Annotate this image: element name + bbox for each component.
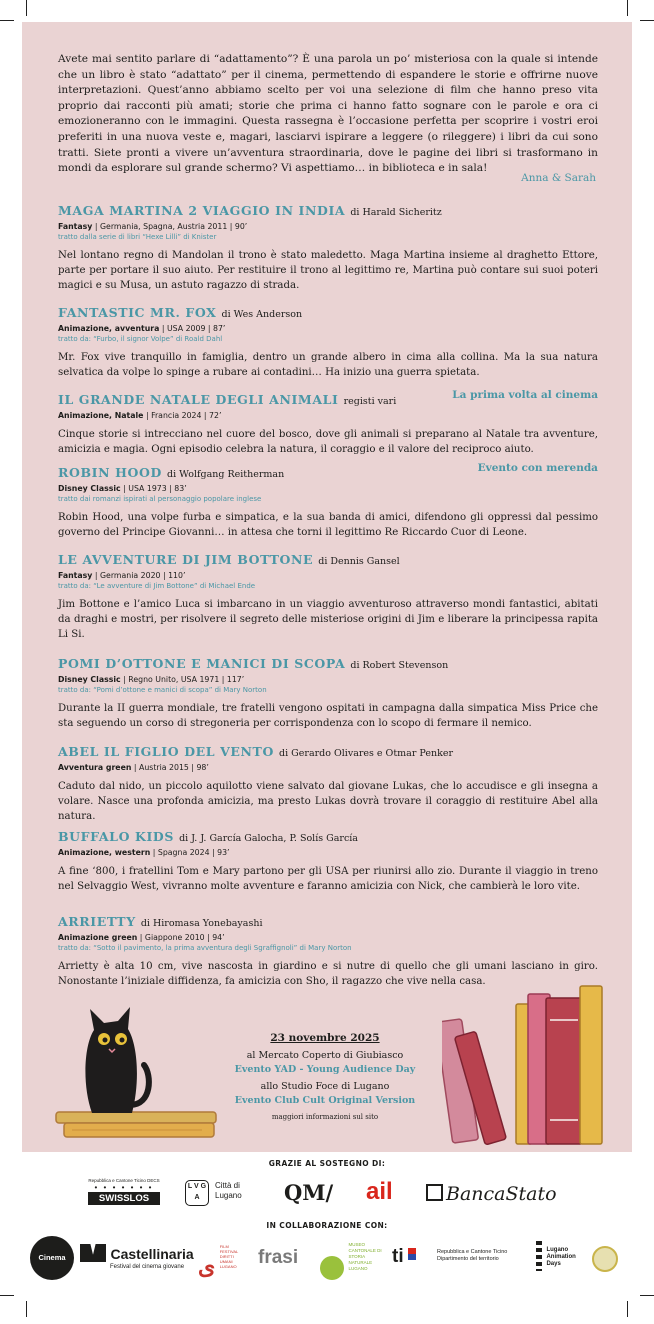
film-director: registi vari: [343, 396, 397, 407]
film-festival-label: FILM FESTIVAL DIRITTI UMANI LUGANO: [219, 1244, 239, 1269]
castellinaria-logo: [80, 1244, 194, 1270]
crop-mark: [640, 1295, 654, 1296]
film-genre: Fantasy: [58, 222, 93, 231]
film-director: di Harald Sicheritz: [350, 207, 442, 218]
film-director: di Wolfgang Reitherman: [167, 469, 285, 480]
film-entry: POMI D’OTTONE E MANICI DI SCOPA di Robert Stevenson Disney Classic | Regno Unito, USA 1971 | 117’ tratto da: “Pomi d’ottone e manici di scopa” di Mary Norton Durante la II guerra mondiale, tre fratelli vengono ospitati in campagna dalla simpatica Miss Price che sta seguendo un corso di stregoneria per corrispondenza con lo scopo di fermare il nemico.: [58, 653, 598, 731]
film-director: di Robert Stevenson: [350, 660, 449, 671]
intro-text: Avete mai sentito parlare di “adattamento”? È una parola un po’ misteriosa con la quale si intende che un libro è stato “adattato” per il cinema, permettendo di espandere le storie e offrirne nuove interpretazioni. Quest’anno abbiamo scelto per voi una selezione di film che hanno preso vita proprio dai racconti più amati; storie che prima ci hanno fatto sognare con le parole e ora ci emozioneranno con le immagini. Questa rassegna è l’occasione perfetta per scoprire i vostri eroi preferiti in una nuova veste e, magari, lasciarvi ispirare a leggere (o rileggere) i libri da cui sono tratti. Siete pronti a vivere un’avventura straordinaria, dove le pagine dei libri si trasformano in mondi da esplorare sul grande schermo? Vi aspettiamo… in biblioteca e in sala!: [58, 53, 598, 175]
film-source: tratto dai romanzi ispirati al personaggio popolare inglese: [58, 495, 262, 503]
badge-logo: [592, 1246, 618, 1272]
film-entry: FANTASTIC MR. FOX di Wes Anderson Animazione, avventura | USA 2009 | 87’ tratto da: “Furbo, il signor Volpe” di Roald Dahl Mr. Fox vive tranquillo in famiglia, dentro un grande albero in cima alla collina. Ma la sua natura selvatica da volpe lo spinge a rubare ai contadini… Ha inizio una guerra spietata.: [58, 302, 598, 380]
film-title: FANTASTIC MR. FOX: [58, 305, 217, 320]
film-meta: USA 1973 | 83’: [128, 484, 187, 493]
film-genre: Fantasy: [58, 571, 93, 580]
film-tag: La prima volta al cinema: [452, 389, 598, 401]
ail-logo: ail: [366, 1178, 393, 1205]
film-genre: Disney Classic: [58, 484, 121, 493]
film-director: di Dennis Gansel: [318, 556, 400, 567]
sponsors-area: [0, 1152, 654, 1306]
castellinaria-subtitle: Festival del cinema giovane: [110, 1264, 185, 1270]
film-source: tratto da: “Le avventure di Jim Bottone” di Michael Ende: [58, 582, 256, 590]
event-info: [195, 1030, 455, 1126]
film-genre: Animazione, western: [58, 848, 151, 857]
film-meta: Regno Unito, USA 1971 | 117’: [128, 675, 245, 684]
film-tag: Evento con merenda: [477, 462, 598, 474]
event-place-1: al Mercato Coperto di Giubiasco: [246, 1050, 404, 1061]
film-meta: USA 2009 | 87’: [166, 324, 226, 333]
film-entry: ARRIETTY di Hiromasa Yonebayashi Animazione green | Giappone 2010 | 94’ tratto da: “Sotto il pavimento, la prima avventura degli Sgraffignoli” di Mary Norton Arrietty è alta 10 cm, vive nascosta in giardino e si nutre di quello che gli umani lasciano in giro. Nonostante l’iniziale diffidenza, fa amicizia con Sho, il ragazzo che vive nella casa.: [58, 911, 598, 989]
event-info-link[interactable]: maggiori informazioni sul sito: [271, 1113, 379, 1121]
film-entry: Evento con merenda ROBIN HOOD di Wolfgang Reitherman Disney Classic | USA 1973 | 83’ tratto dai romanzi ispirati al personaggio popolare inglese Robin Hood, una volpe furba e simpatica, e la sua banda di amici, difendono gli oppressi dal pessimo governo del Principe Giovanni… in attesa che torni il legittimo Re Riccardo Cuor di Leone.: [58, 462, 598, 540]
film-source: tratto da: “Sotto il pavimento, la prima avventura degli Sgraffignoli” di Mary Norton: [58, 944, 352, 952]
film-entry: La prima volta al cinema IL GRANDE NATALE DEGLI ANIMALI registi vari Animazione, Natale | Francia 2024 | 72’ Cinque storie si intrecciano nel cuore del bosco, dove gli animali si preparano al Natale tra avventure, amicizia e magia. Ogni episodio celebra la natura, il coraggio e il valore del reciproco aiuto.: [58, 389, 598, 457]
film-festival-icon: ى: [198, 1254, 216, 1279]
film-synopsis: Robin Hood, una volpe furba e simpatica, e la sua banda di amici, difendono gli oppressi dal pessimo governo del Principe Giovanni… in attesa che torni il legittimo Re Riccardo Cuor di Leone.: [58, 512, 598, 539]
crop-mark: [26, 1301, 27, 1317]
film-director: di J. J. García Galocha, P. Solís García: [179, 833, 358, 844]
film-director: di Hiromasa Yonebayashi: [140, 918, 263, 929]
film-title: BUFFALO KIDS: [58, 829, 174, 844]
dots-decoration: • • • • • • •: [94, 1183, 154, 1192]
ti-label: ti: [392, 1246, 404, 1267]
swisslos-label: SWISSLOS: [88, 1192, 160, 1205]
ti-flag-icon: [408, 1248, 416, 1260]
film-meta: Austria 2015 | 98’: [139, 763, 209, 772]
lad-logo: [536, 1241, 580, 1271]
film-entry: LE AVVENTURE DI JIM BOTTONE di Dennis Gansel Fantasy | Germania 2020 | 110’ tratto da: “Le avventure di Jim Bottone” di Michael Ende Jim Bottone e l’amico Luca si imbarcano in un viaggio avventuroso attraverso mondi fantastici, abitati da draghi e mostri, per risolvere il segreto delle misteriose origini di Jim e liberare la principessa rapita Li Si.: [58, 549, 598, 643]
event-name-2: Evento Club Cult Original Version: [234, 1095, 416, 1106]
film-source: tratto dalla serie di libri “Hexe Lilli” di Knister: [58, 233, 217, 241]
film-genre: Animazione, avventura: [58, 324, 160, 333]
crop-mark: [0, 1295, 14, 1296]
film-title: LE AVVENTURE DI JIM BOTTONE: [58, 552, 314, 567]
crop-mark: [627, 0, 628, 16]
film-meta: Germania 2020 | 110’: [100, 571, 186, 580]
film-synopsis: A fine ‘800, i fratellini Tom e Mary partono per gli USA per riunirsi allo zio. Durante il viaggio in treno nel Selvaggio West, vivranno molte avventure e faranno amicizia con Nick, che cambierà le loro vite.: [58, 866, 598, 893]
film-meta: Giappone 2010 | 94’: [144, 933, 225, 942]
film-director: di Wes Anderson: [221, 309, 303, 320]
castellinaria-icon: [80, 1244, 106, 1262]
film-synopsis: Caduto dal nido, un piccolo aquilotto viene salvato dal giovane Lukas, che lo accudisce e gli insegna a volare. Nasce una profonda amicizia, ma presto Lukas dovrà trovare il coraggio di restituire Abel alla natura.: [58, 781, 598, 823]
film-source: tratto da: “Pomi d’ottone e manici di scopa” di Mary Norton: [58, 686, 267, 694]
film-title: ABEL IL FIGLIO DEL VENTO: [58, 744, 274, 759]
qm-logo: QM/: [284, 1180, 334, 1205]
film-genre: Animazione green: [58, 933, 138, 942]
film-synopsis: Jim Bottone e l’amico Luca si imbarcano in un viaggio avventuroso attraverso mondi fantastici, abitati da draghi e mostri, per risolvere il segreto delle misteriose origini di Jim e liberare la principessa rapita Li Si.: [58, 599, 598, 641]
film-genre: Disney Classic: [58, 675, 121, 684]
crop-mark: [26, 0, 27, 16]
bancastato-logo: [426, 1183, 557, 1206]
film-synopsis: Arrietty è alta 10 cm, vive nascosta in giardino e si nutre di quello che gli umani lasciano in giro. Nonostante l’iniziale diffidenza, fa amicizia con Sho, il ragazzo che vive nella casa.: [58, 961, 598, 988]
film-synopsis: Mr. Fox vive tranquillo in famiglia, dentro un grande albero in cima alla collina. Ma la sua natura selvatica da volpe lo spinge a rubare ai contadini… Ha inizio una guerra spietata.: [58, 352, 598, 379]
film-synopsis: Nel lontano regno di Mandolan il trono è stato maledetto. Maga Martina insieme al draghetto Ettore, parte per portare il suo aiuto. Per restituire il trono al legittimo re, Martina può contare sui suoi poteri magici e su Musa, un astuto ragazzo di strada.: [58, 250, 598, 292]
swisslos-logo: [88, 1178, 160, 1205]
museo-logo: [320, 1242, 386, 1280]
intro-signature: Anna & Sarah: [521, 172, 596, 184]
event-name-1: Evento YAD - Young Audience Day: [234, 1064, 416, 1075]
lad-icon: [536, 1241, 542, 1271]
film-entry: MAGA MARTINA 2 VIAGGIO IN INDIA di Harald Sicheritz Fantasy | Germania, Spagna, Austria 2011 | 90’ tratto dalla serie di libri “Hexe Lilli” di Knister Nel lontano regno di Mandolan il trono è stato maledetto. Maga Martina insieme al draghetto Ettore, parte per portare il suo aiuto. Per restituire il trono al legittimo re, Martina può contare sui suoi poteri magici e su Musa, un astuto ragazzo di strada.: [58, 200, 598, 294]
books-illustration: [442, 980, 612, 1150]
event-place-2: allo Studio Foce di Lugano: [260, 1081, 390, 1092]
film-meta: Germania, Spagna, Austria 2011 | 90’: [100, 222, 248, 231]
event-date: 23 novembre 2025: [270, 1032, 380, 1044]
bancastato-icon: [426, 1184, 443, 1201]
lad-label: Lugano Animation Days: [546, 1247, 576, 1267]
film-entry: BUFFALO KIDS di J. J. García Galocha, P. Solís García Animazione, western | Spagna 2024 | 93’ A fine ‘800, i fratellini Tom e Mary partono per gli USA per riunirsi allo zio. Durante il viaggio in treno nel Selvaggio West, vivranno molte avventure e faranno amicizia con Nick, che cambierà le loro vite.: [58, 826, 598, 894]
film-title: ROBIN HOOD: [58, 465, 162, 480]
film-meta: Spagna 2024 | 93’: [157, 848, 230, 857]
lugano-label: Città di Lugano: [215, 1181, 242, 1200]
film-source: tratto da: “Furbo, il signor Volpe” di Roald Dahl: [58, 335, 223, 343]
film-entry: ABEL IL FIGLIO DEL VENTO di Gerardo Olivares e Otmar Penker Avventura green | Austria 2015 | 98’ Caduto dal nido, un piccolo aquilotto viene salvato dal giovane Lukas, che lo accudisce e gli insegna a volare. Nasce una profonda amicizia, ma presto Lukas dovrà trovare il coraggio di restituire Abel alla natura.: [58, 741, 598, 825]
film-meta: Francia 2024 | 72’: [151, 411, 222, 420]
film-director: di Gerardo Olivares e Otmar Penker: [279, 748, 454, 759]
crop-mark: [627, 1301, 628, 1317]
film-title: ARRIETTY: [58, 914, 136, 929]
museo-icon: [320, 1256, 344, 1280]
castellinaria-label: Castellinaria: [110, 1246, 194, 1262]
bancastato-label: BancaStato: [446, 1183, 557, 1205]
film-genre: Animazione, Natale: [58, 411, 144, 420]
crop-mark: [640, 20, 654, 21]
film-title: POMI D’OTTONE E MANICI DI SCOPA: [58, 656, 346, 671]
film-festival-logo: [198, 1244, 244, 1280]
frasi-logo: frasi: [258, 1247, 299, 1268]
decs-label: Repubblica e Cantone Ticino DECS: [88, 1178, 160, 1183]
film-synopsis: Durante la II guerra mondiale, tre fratelli vengono ospitati in campagna dalla simpatica Miss Price che sta seguendo un corso di stregoneria per corrispondenza con lo scopo di fermare il nemico.: [58, 703, 598, 730]
museo-label: MUSEO CANTONALE DI STORIA NATURALE LUGANO: [348, 1242, 382, 1271]
crop-mark: [0, 20, 14, 21]
film-title: IL GRANDE NATALE DEGLI ANIMALI: [58, 392, 339, 407]
film-synopsis: Cinque storie si intrecciano nel cuore del bosco, dove gli animali si preparano al Natale tra avventure, amicizia e magia. Ogni episodio celebra la natura, il coraggio e il valore del reciproco aiuto.: [58, 429, 598, 456]
ti-logo: [392, 1246, 416, 1268]
ti-text: Repubblica e Cantone Ticino Dipartimento del territorio: [437, 1249, 508, 1262]
film-genre: Avventura green: [58, 763, 132, 772]
lvga-logo: L V G A: [185, 1180, 209, 1206]
sponsors-heading: GRAZIE AL SOSTEGNO DI:: [268, 1159, 386, 1168]
film-title: MAGA MARTINA 2 VIAGGIO IN INDIA: [58, 203, 346, 218]
partners-heading: IN COLLABORAZIONE CON:: [266, 1221, 388, 1230]
cinema-foce-logo: Cinema Foce: [30, 1236, 74, 1280]
